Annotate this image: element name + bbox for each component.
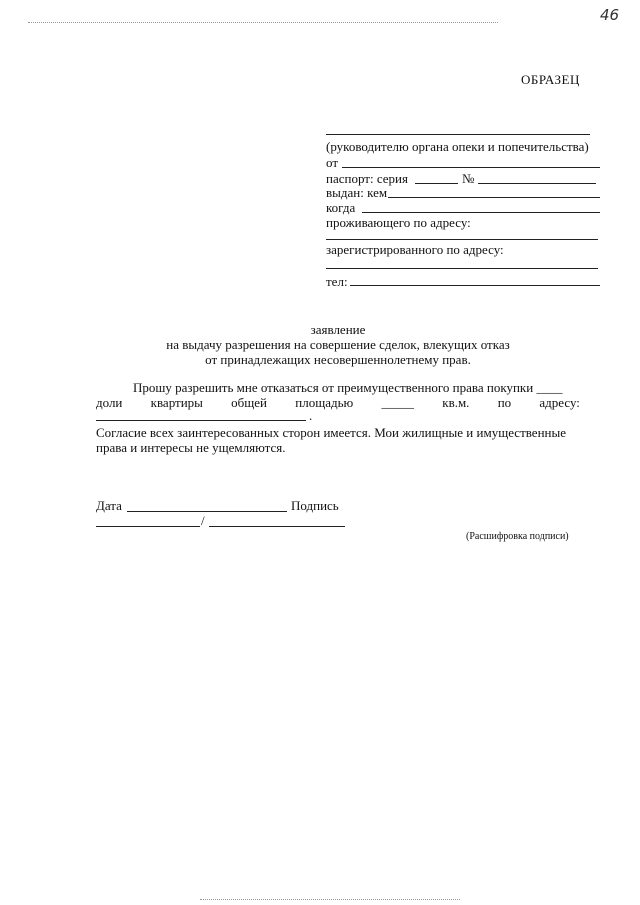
sample-stamp: ОБРАЗЕЦ xyxy=(521,72,580,87)
area-blank[interactable]: _____ xyxy=(381,395,414,410)
share-word: общей xyxy=(231,395,268,410)
from-label: от xyxy=(326,155,339,170)
page-number: 46 xyxy=(600,6,620,24)
share-word: доли xyxy=(96,395,123,410)
phone-field[interactable] xyxy=(350,285,600,286)
share-word: по xyxy=(497,395,512,410)
signature-field[interactable] xyxy=(96,526,200,527)
consent-text-line2: права и интересы не ущемляются. xyxy=(96,440,286,455)
passport-series-field[interactable] xyxy=(415,183,458,184)
date-field[interactable] xyxy=(127,511,287,512)
document-title: заявление xyxy=(310,322,366,337)
issued-by-label: выдан: кем xyxy=(326,185,388,200)
residence-field[interactable] xyxy=(326,239,598,240)
document-subtitle-line1: на выдачу разрешения на совершение сделок, влекущих отказ xyxy=(166,337,510,352)
issued-when-field[interactable] xyxy=(362,212,600,213)
signature-slash: / xyxy=(201,513,205,528)
recipient-caption: (руководителю органа опеки и попечительства) xyxy=(326,139,589,154)
property-address-field[interactable] xyxy=(96,420,306,421)
request-text: Прошу разрешить мне отказаться от преимущественного права покупки ____ xyxy=(133,380,563,395)
issued-by-field[interactable] xyxy=(388,197,600,198)
address-end-period: . xyxy=(309,408,313,423)
date-label: Дата xyxy=(96,498,122,513)
passport-series-label: паспорт: серия xyxy=(326,171,408,186)
signature-label: Подпись xyxy=(291,498,339,513)
registration-field[interactable] xyxy=(326,268,598,269)
share-word: кв.м. xyxy=(442,395,470,410)
registration-label: зарегистрированного по адресу: xyxy=(326,242,504,257)
recipient-name-line[interactable] xyxy=(326,134,590,135)
from-field[interactable] xyxy=(342,167,600,168)
signature-decoding-caption: (Расшифровка подписи) xyxy=(466,531,569,542)
phone-label: тел: xyxy=(326,274,348,289)
share-word: адресу: xyxy=(539,395,580,410)
residence-label: проживающего по адресу: xyxy=(326,215,471,230)
passport-number-label: № xyxy=(462,171,475,186)
document-subtitle-line2: от принадлежащих несовершеннолетнему прав. xyxy=(205,352,471,367)
consent-text-line1: Согласие всех заинтересованных сторон имеется. Мои жилищные и имущественные xyxy=(96,425,566,440)
issued-when-label: когда xyxy=(326,200,356,215)
scan-artifact-bottom xyxy=(200,899,460,900)
share-line xyxy=(96,395,580,411)
signature-decoding-field[interactable] xyxy=(209,526,345,527)
share-word: квартиры xyxy=(150,395,203,410)
scan-artifact-top xyxy=(28,22,498,23)
share-word: площадью xyxy=(295,395,354,410)
passport-number-field[interactable] xyxy=(478,183,596,184)
